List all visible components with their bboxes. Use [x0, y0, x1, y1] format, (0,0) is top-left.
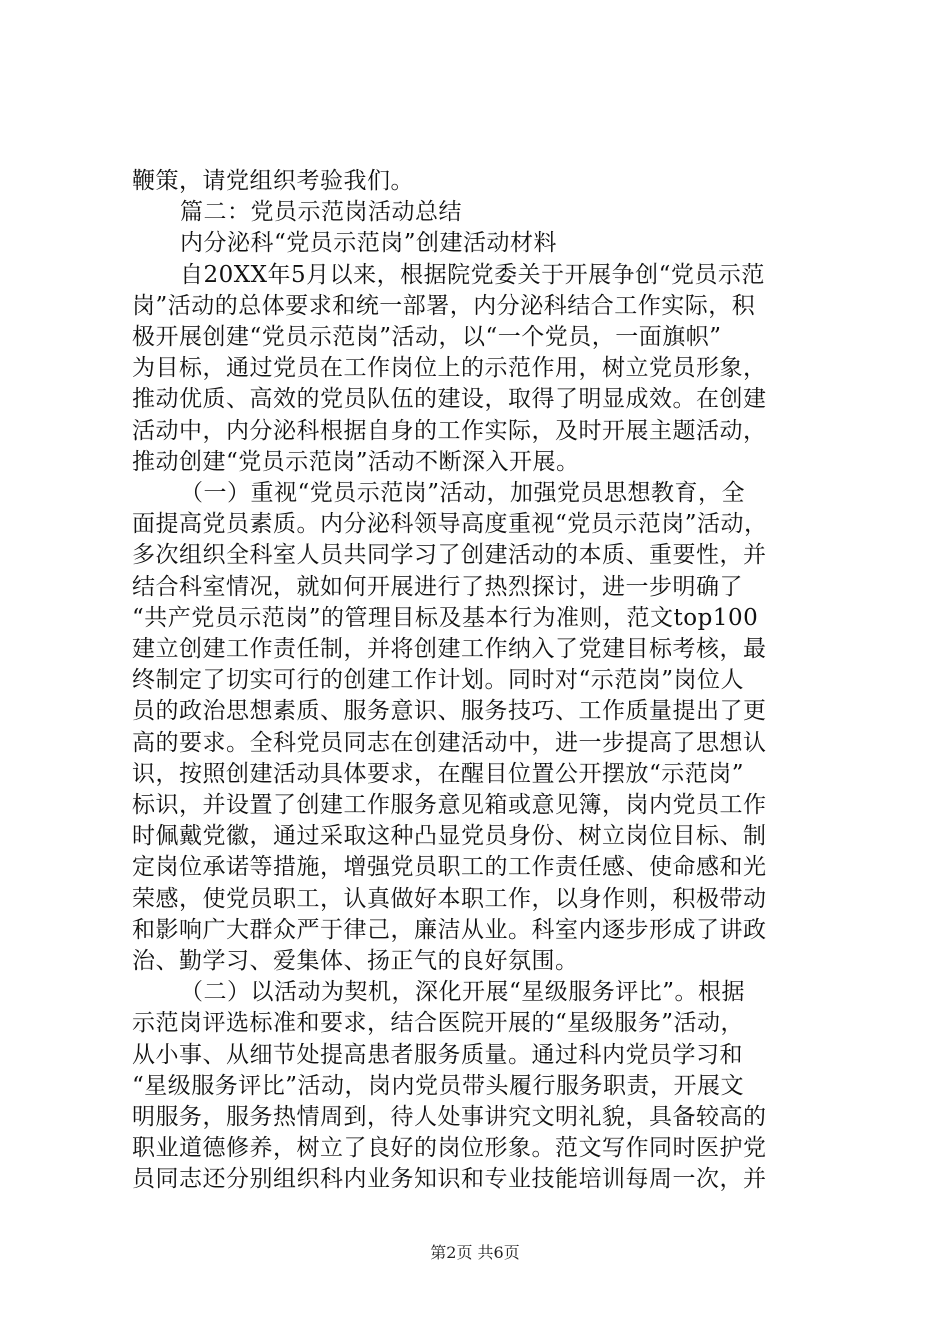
paragraph-line: 推动创建“党员示范岗”活动不断深入开展。	[132, 448, 580, 475]
paragraph-line: 结合科室情况，就如何开展进行了热烈探讨，进一步明确了	[132, 573, 743, 600]
paragraph-line: （一）重视“党员示范岗”活动，加强党员思想教育，全	[180, 480, 746, 506]
paragraph-line: 定岗位承诺等措施，增强党员职工的工作责任感、使命感和光	[132, 854, 767, 881]
paragraph-line: “共产党员示范岗”的管理目标及基本行为准则，范文top100	[132, 604, 759, 631]
paragraph-line: 面提高党员素质。内分泌科领导高度重视“党员示范岗”活动，	[132, 511, 768, 538]
paragraph-line: 岗”活动的总体要求和统一部署，内分泌科结合工作实际，积	[132, 292, 756, 319]
section-heading: 篇二：党员示范岗活动总结	[180, 199, 462, 226]
paragraph-line: 员的政治思想素质、服务意识、服务技巧、工作质量提出了更	[132, 698, 767, 725]
paragraph-line: 从小事、从细节处提高患者服务质量。通过科内党员学习和	[132, 1041, 743, 1068]
paragraph-line: 自20XX年5月以来，根据院党委关于开展争创“党员示范	[180, 261, 765, 288]
paragraph-line: （二）以活动为契机，深化开展“星级服务评比”。根据	[180, 979, 746, 1006]
paragraph-line: 时佩戴党徽，通过采取这种凸显党员身份、树立岗位目标、制	[132, 823, 767, 850]
document-title: 内分泌科“党员示范岗”创建活动材料	[180, 230, 558, 257]
paragraph-line: 终制定了切实可行的创建工作计划。同时对“示范岗”岗位人	[132, 667, 745, 694]
paragraph-line: 极开展创建“党员示范岗”活动，以“一个党员，一面旗帜”	[132, 324, 722, 350]
paragraph-line: 和影响广大群众严于律己，廉洁从业。科室内逐步形成了讲政	[132, 916, 767, 943]
paragraph-line: 荣感，使党员职工，认真做好本职工作，以身作则，积极带动	[132, 885, 767, 912]
paragraph-line: 职业道德修养，树立了良好的岗位形象。范文写作同时医护党	[132, 1135, 767, 1162]
paragraph-line: 推动优质、高效的党员队伍的建设，取得了明显成效。在创建	[132, 386, 767, 413]
paragraph-line: 明服务，服务热情周到，待人处事讲究文明礼貌，具备较高的	[132, 1104, 767, 1130]
paragraph-line: 建立创建工作责任制，并将创建工作纳入了党建目标考核，最	[132, 636, 767, 662]
paragraph-line: 多次组织全科室人员共同学习了创建活动的本质、重要性，并	[132, 542, 767, 569]
paragraph-line: 为目标，通过党员在工作岗位上的示范作用，树立党员形象，	[132, 355, 767, 382]
paragraph-line: 高的要求。全科党员同志在创建活动中，进一步提高了思想认	[132, 729, 767, 756]
page-footer: 第2页 共6页	[430, 1243, 520, 1262]
paragraph-line: 识，按照创建活动具体要求，在醒目位置公开摆放“示范岗”	[132, 760, 745, 787]
text-line: 鞭策，请党组织考验我们。	[132, 168, 414, 194]
paragraph-line: 示范岗评选标准和要求，结合医院开展的“星级服务”活动，	[132, 1010, 745, 1037]
paragraph-line: 标识，并设置了创建工作服务意见箱或意见簿，岗内党员工作	[132, 792, 767, 818]
paragraph-line: 治、勤学习、爱集体、扬正气的良好氛围。	[132, 948, 579, 974]
paragraph-line: 员同志还分别组织科内业务知识和专业技能培训每周一次，并	[132, 1166, 767, 1193]
paragraph-line: “星级服务评比”活动，岗内党员带头履行服务职责，开展文	[132, 1072, 745, 1099]
paragraph-line: 活动中，内分泌科根据自身的工作实际，及时开展主题活动，	[132, 417, 767, 444]
